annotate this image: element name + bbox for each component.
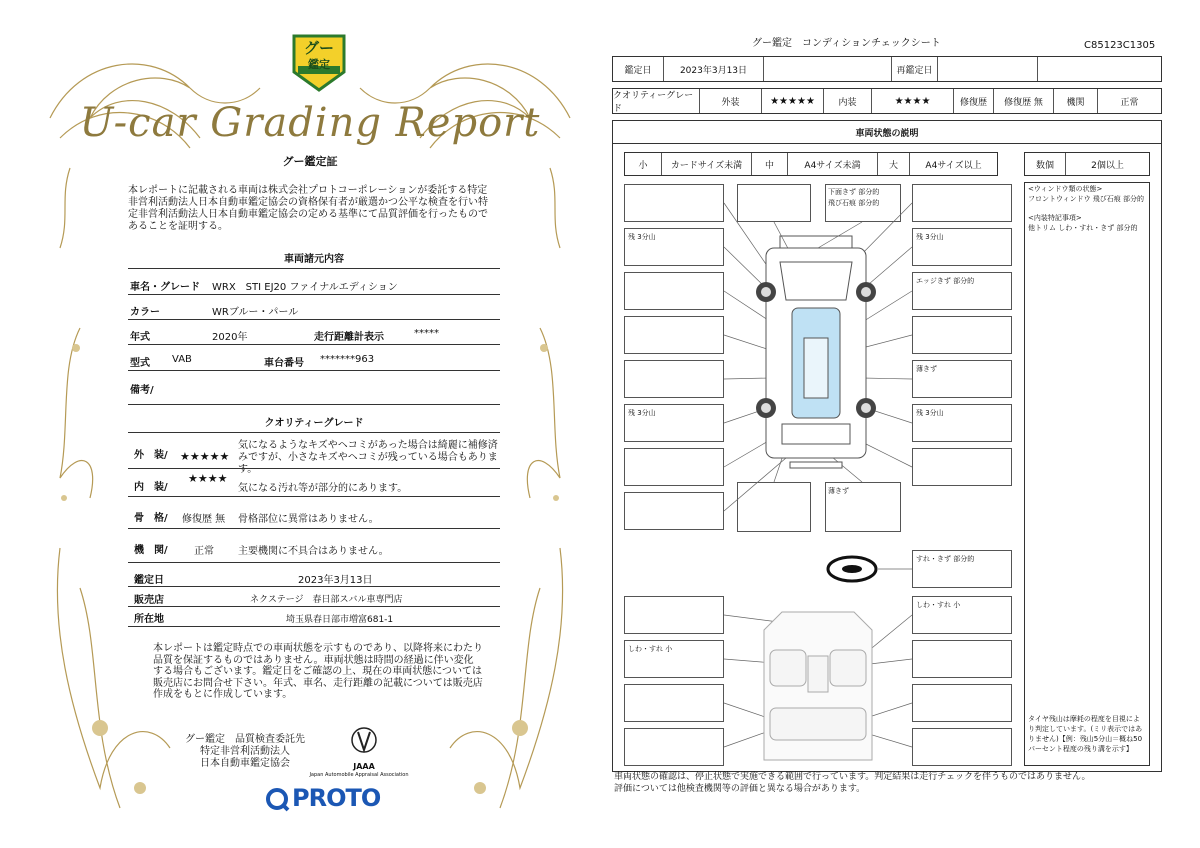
interior-desc: 気になる汚れ等が部分的にあります。	[238, 483, 408, 494]
count-label: 数個	[1035, 160, 1054, 171]
count-value: 2個以上	[1065, 153, 1149, 175]
seat-right-note: しわ・すれ 小	[916, 601, 961, 609]
sheet-title: グー鑑定 コンディションチェックシート	[752, 38, 941, 49]
certificate-intro: 本レポートに記載される車両は株式会社プロトコーポレーションが委託する特定非営利活動法人日本自動車鑑定協会の資格保有者が厳選かつ公平な検査を行い特定非営利活動法人日本自動車鑑定協会の定める基準にて品質評価を行ったものであることを証明する。	[128, 185, 488, 232]
color-value: WRブルー・パール	[212, 307, 299, 318]
color-label: カラー	[130, 307, 160, 318]
ext-label: 外装	[699, 89, 761, 113]
footer-note-1: 車両状態の確認は、停止状態で実施できる範囲で行っています。判定結果は走行チェックを伴うものではありません。	[614, 772, 1091, 782]
association-line: グー鑑定 品質検査委託先	[185, 734, 305, 745]
tread-front-right: 残 3分山	[916, 233, 944, 241]
jaaa-label: JAAA	[353, 762, 375, 771]
repair-label: 修復歴	[953, 89, 993, 113]
seat-left-note: しわ・すれ 小	[628, 645, 673, 653]
tread-rear-left: 残 3分山	[628, 409, 656, 417]
mileage-label: 走行距離計表示	[314, 332, 384, 343]
bottom-scratch-note: 下面きず 部分的	[828, 188, 880, 196]
date-label: 鑑定日	[624, 65, 652, 76]
int-label: 内装	[823, 89, 871, 113]
frame-value: 修復歴 無	[182, 514, 226, 525]
reinspect-label: 再鑑定日	[891, 57, 937, 81]
ext-stars: ★★★★★	[761, 89, 823, 113]
quality-label: クオリティーグレード	[613, 91, 694, 114]
notes-interior-heading: <内装特記事項>	[1028, 214, 1082, 222]
condition-heading: 車両状態の説明	[612, 120, 1162, 144]
certificate-title: U-car Grading Report	[79, 100, 541, 146]
name-label: 車名・グレード	[130, 282, 200, 293]
frame-desc: 骨格部位に異常はありません。	[238, 514, 379, 525]
notes-interior: 他トリム しわ・すれ・きず 部分的	[1028, 224, 1138, 232]
tread-rear-right: 残 3分山	[916, 409, 944, 417]
date-label: 鑑定日	[134, 575, 164, 586]
engine-desc: 主要機関に不具合はありません。	[238, 546, 389, 557]
notes-window-heading: <ウィンドウ類の状態>	[1028, 185, 1103, 193]
shop-label: 販売店	[134, 595, 164, 606]
tread-front-left: 残 3分山	[628, 233, 656, 241]
shop-value: ネクステージ 春日部スバル車専門店	[250, 595, 403, 605]
repair-value: 修復歴 無	[993, 89, 1053, 113]
size-small-desc: カードサイズ未満	[661, 153, 751, 175]
size-large-desc: A4サイズ以上	[909, 153, 997, 175]
exterior-stars: ★★★★★	[180, 450, 230, 463]
proto-logo-text: PROTO	[292, 784, 381, 812]
quality-heading: クオリティーグレード	[264, 418, 364, 429]
size-small: 小	[638, 160, 648, 171]
date-value: 2023年3月13日	[298, 575, 373, 586]
size-mid: 中	[751, 153, 787, 175]
engine-value: 正常	[1097, 89, 1161, 113]
mileage-value: *****	[414, 328, 439, 339]
exterior-label: 外 装/	[134, 450, 168, 461]
tire-note: タイヤ残山は摩耗の程度を目視により判定しています。(ミリ表示ではありません)【例：残山5分山＝概ね50パーセント程度の残り溝を示す】	[1028, 715, 1143, 753]
interior-stars: ★★★★	[188, 472, 228, 485]
spec-heading: 車両諸元内容	[284, 254, 344, 265]
thin-scratch-bottom: 薄きず	[828, 487, 849, 495]
sheet-code: C85123C1305	[1084, 40, 1156, 51]
address-label: 所在地	[134, 614, 164, 625]
size-mid-desc: A4サイズ未満	[787, 153, 877, 175]
engine-label: 機関	[1053, 89, 1097, 113]
edge-scratch-note: エッジきず 部分的	[916, 277, 975, 285]
year-label: 年式	[130, 332, 150, 343]
badge-text-bottom: 鑑定	[308, 58, 330, 71]
size-large: 大	[877, 153, 909, 175]
footer-note-2: 評価については他検査機関等の評価と異なる場合があります。	[614, 784, 866, 794]
model-label: 型式	[130, 358, 150, 369]
int-stars: ★★★★	[871, 89, 953, 113]
chassis-label: 車台番号	[264, 358, 304, 369]
year-value: 2020年	[212, 332, 248, 343]
steering-wheel-icon	[828, 557, 876, 581]
stone-chip-note: 飛び石痕 部分的	[828, 199, 880, 207]
chassis-value: *******963	[320, 354, 375, 365]
thin-scratch-right: 薄きず	[916, 365, 937, 373]
certificate-subtitle: グー鑑定証	[282, 155, 338, 168]
remarks-label: 備考/	[130, 385, 154, 396]
association-line: 日本自動車鑑定協会	[200, 758, 290, 769]
association-line: 特定非営利活動法人	[200, 746, 290, 757]
address-value: 埼玉県春日部市増富681-1	[286, 615, 394, 625]
interior-diagram	[764, 612, 872, 760]
steering-note: すれ・きず 部分的	[916, 555, 975, 563]
certificate-notice: 本レポートは鑑定時点での車両状態を示すものであり、以降将来にわたり品質を保証するものではありません。車両状態は時間の経過に伴い変化する場合もございます。鑑定日をご確認の上、現在の車両状態については販売店にお問合せ下さい。年式、車名、走行距離の記載については販売店作成をもとに作成しています。	[153, 643, 483, 700]
badge-text-top: グー	[303, 39, 334, 57]
notes-window: フロントウィンドウ 飛び石痕 部分的	[1028, 195, 1145, 203]
name-value: WRX STI EJ20 ファイナルエディション	[212, 282, 398, 293]
exterior-desc: 気になるようなキズやヘコミがあった場合は綺麗に補修済みですが、小さなキズやヘコミが残っている場合もあります。	[238, 440, 498, 475]
engine-value: 正常	[194, 546, 214, 557]
jaaa-name: Japan Automobile Appraisal Association	[309, 772, 409, 778]
date-value: 2023年3月13日	[663, 57, 763, 81]
model-value: VAB	[172, 354, 192, 365]
frame-label: 骨 格/	[134, 513, 168, 524]
interior-label: 内 装/	[134, 482, 168, 493]
engine-label: 機 関/	[134, 545, 168, 556]
